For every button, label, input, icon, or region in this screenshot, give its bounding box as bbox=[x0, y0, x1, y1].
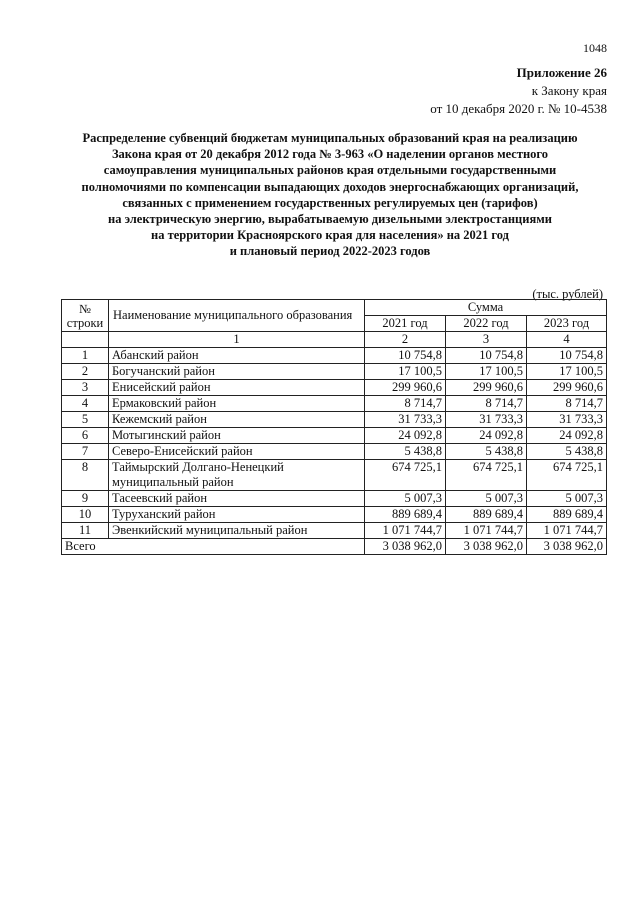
table-row bbox=[62, 348, 607, 364]
total-2022: 3 038 962,0 bbox=[446, 539, 527, 555]
total-label: Всего bbox=[62, 539, 365, 555]
table-row bbox=[62, 507, 607, 523]
municipality-name-line2: муниципальный район bbox=[112, 475, 234, 489]
value-2022: 889 689,4 bbox=[446, 507, 527, 523]
value-2022: 17 100,5 bbox=[446, 364, 527, 380]
value-2021: 5 007,3 bbox=[365, 491, 446, 507]
table-row bbox=[62, 396, 607, 412]
total-2023: 3 038 962,0 bbox=[527, 539, 607, 555]
table-row bbox=[62, 428, 607, 444]
municipality-name: Туруханский район bbox=[109, 507, 365, 523]
value-2023: 1 071 744,7 bbox=[527, 523, 607, 539]
row-number: 1 bbox=[62, 348, 109, 364]
row-number: 10 bbox=[62, 507, 109, 523]
value-2022: 8 714,7 bbox=[446, 396, 527, 412]
column-number: 2 bbox=[365, 332, 446, 348]
row-number: 8 bbox=[62, 460, 109, 491]
value-2023: 889 689,4 bbox=[527, 507, 607, 523]
unit-label: (тыс. рублей) bbox=[532, 287, 603, 301]
value-2021: 674 725,1 bbox=[365, 460, 446, 491]
value-2022: 1 071 744,7 bbox=[446, 523, 527, 539]
title-line: и плановый период 2022-2023 годов bbox=[229, 244, 431, 259]
header-year-2023: 2023 год bbox=[527, 316, 607, 332]
value-2022: 5 007,3 bbox=[446, 491, 527, 507]
value-2021: 8 714,7 bbox=[365, 396, 446, 412]
value-2022: 5 438,8 bbox=[446, 444, 527, 460]
appendix-date: от 10 декабря 2020 г. № 10-4538 bbox=[430, 101, 607, 116]
column-number: 4 bbox=[527, 332, 607, 348]
value-2021: 17 100,5 bbox=[365, 364, 446, 380]
municipality-name: Ермаковский район bbox=[109, 396, 365, 412]
municipality-name: Мотыгинский район bbox=[109, 428, 365, 444]
table-header-row bbox=[62, 300, 607, 316]
title-line: на электрическую энергию, вырабатываемую дизельными электростанциями bbox=[108, 212, 552, 227]
value-2023: 674 725,1 bbox=[527, 460, 607, 491]
municipality-name: Абанский район bbox=[109, 348, 365, 364]
table-row bbox=[62, 444, 607, 460]
value-2023: 299 960,6 bbox=[527, 380, 607, 396]
column-number: 1 bbox=[109, 332, 365, 348]
value-2021: 24 092,8 bbox=[365, 428, 446, 444]
table-row bbox=[62, 364, 607, 380]
total-2021: 3 038 962,0 bbox=[365, 539, 446, 555]
value-2021: 889 689,4 bbox=[365, 507, 446, 523]
appendix-header bbox=[430, 64, 607, 118]
value-2021: 1 071 744,7 bbox=[365, 523, 446, 539]
value-2023: 24 092,8 bbox=[527, 428, 607, 444]
title-line: на территории Красноярского края для населения» на 2021 год bbox=[151, 228, 509, 243]
value-2022: 10 754,8 bbox=[446, 348, 527, 364]
value-2021: 299 960,6 bbox=[365, 380, 446, 396]
row-number: 3 bbox=[62, 380, 109, 396]
subvention-table bbox=[61, 299, 607, 555]
column-number: 3 bbox=[446, 332, 527, 348]
row-number: 6 bbox=[62, 428, 109, 444]
value-2023: 31 733,3 bbox=[527, 412, 607, 428]
header-name: Наименование муниципального образования bbox=[109, 300, 365, 332]
appendix-law-ref: к Закону края bbox=[531, 83, 607, 98]
value-2023: 5 007,3 bbox=[527, 491, 607, 507]
value-2021: 31 733,3 bbox=[365, 412, 446, 428]
header-year-2022: 2022 год bbox=[446, 316, 527, 332]
row-number: 4 bbox=[62, 396, 109, 412]
table-row bbox=[62, 491, 607, 507]
title-line: связанных с применением государственных регулируемых цен (тарифов) bbox=[122, 195, 538, 210]
municipality-name: Тасеевский район bbox=[109, 491, 365, 507]
value-2023: 8 714,7 bbox=[527, 396, 607, 412]
page-number: 1048 bbox=[583, 41, 607, 55]
title-line: самоуправления муниципальных районов края отдельными государственными bbox=[103, 163, 557, 178]
value-2022: 674 725,1 bbox=[446, 460, 527, 491]
document-title bbox=[55, 130, 605, 260]
municipality-name: Эвенкийский муниципальный район bbox=[109, 523, 365, 539]
table-body bbox=[62, 348, 607, 555]
title-line: Закона края от 20 декабря 2012 года № 3-963 «О наделении органов местного bbox=[111, 147, 549, 162]
column-number-blank bbox=[62, 332, 109, 348]
municipality-name bbox=[109, 460, 365, 491]
value-2022: 31 733,3 bbox=[446, 412, 527, 428]
table-column-numbers-row bbox=[62, 332, 607, 348]
header-year-2021: 2021 год bbox=[365, 316, 446, 332]
row-number: 9 bbox=[62, 491, 109, 507]
appendix-title: Приложение 26 bbox=[516, 65, 607, 80]
table-total-row bbox=[62, 539, 607, 555]
value-2023: 17 100,5 bbox=[527, 364, 607, 380]
municipality-name: Богучанский район bbox=[109, 364, 365, 380]
title-line: полномочиями по компенсации выпадающих доходов энергоснабжающих организаций, bbox=[81, 179, 579, 194]
row-number: 11 bbox=[62, 523, 109, 539]
row-number: 2 bbox=[62, 364, 109, 380]
header-sum: Сумма bbox=[365, 300, 607, 316]
table-row bbox=[62, 523, 607, 539]
value-2021: 5 438,8 bbox=[365, 444, 446, 460]
table-row bbox=[62, 412, 607, 428]
value-2021: 10 754,8 bbox=[365, 348, 446, 364]
title-line: Распределение субвенций бюджетам муниципальных образований края на реализацию bbox=[82, 131, 578, 145]
table-row bbox=[62, 380, 607, 396]
municipality-name: Северо-Енисейский район bbox=[109, 444, 365, 460]
value-2022: 299 960,6 bbox=[446, 380, 527, 396]
row-number: 5 bbox=[62, 412, 109, 428]
value-2022: 24 092,8 bbox=[446, 428, 527, 444]
table-row bbox=[62, 460, 607, 491]
value-2023: 10 754,8 bbox=[527, 348, 607, 364]
header-row-number bbox=[62, 300, 109, 332]
municipality-name: Енисейский район bbox=[109, 380, 365, 396]
municipality-name: Кежемский район bbox=[109, 412, 365, 428]
header-no-word: строки bbox=[66, 315, 104, 330]
municipality-name-line1: Таймырский Долгано-Ненецкий bbox=[112, 460, 284, 474]
value-2023: 5 438,8 bbox=[527, 444, 607, 460]
row-number: 7 bbox=[62, 444, 109, 460]
header-no-symbol: № bbox=[79, 301, 91, 316]
